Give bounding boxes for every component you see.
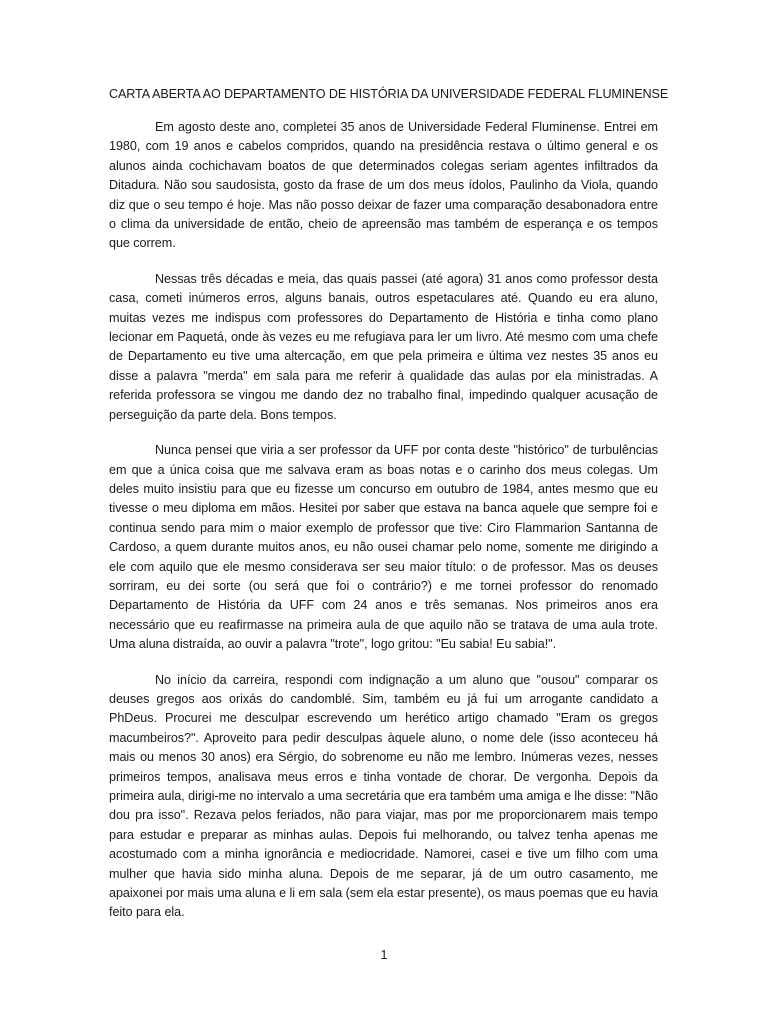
document-page xyxy=(109,84,669,939)
paragraph-2: Nessas três décadas e meia, das quais passei (até agora) 31 anos como professor desta casa, cometi inúmeros erros, alguns banais, outros espetaculares até. Quando eu era aluno, muitas vezes me indispus com professores do Departamento de História e tinha como plano lecionar em Paquetá, onde às vezes eu me refugiava para ler um livro. Até mesmo com uma chefe de Departamento eu tive uma altercação, em que pela primeira e última vez nestes 35 anos eu disse a palavra "merda" em sala para me referir à qualidade das aulas por ela ministradas. A referida professora se vingou me dando dez no trabalho final, impedindo qualquer acusação de perseguição da parte dela. Bons tempos. xyxy=(109,271,658,422)
paragraph-1: Em agosto deste ano, completei 35 anos de Universidade Federal Fluminense. Entrei em 1980, com 19 anos e cabelos compridos, quando na presidência restava o último general e os alunos ainda cochichavam boatos de que determinados colegas seriam agentes infiltrados da Ditadura. Não sou saudosista, gosto da frase de um dos meus ídolos, Paulinho da Viola, quando diz que o seu tempo é hoje. Mas não posso deixar de fazer uma comparação desabonadora entre o clima da universidade de então, cheio de apreensão mas também de esperança e os tempos que correm. xyxy=(109,120,658,251)
page-number: 1 xyxy=(380,948,388,962)
paragraph-4: No início da carreira, respondi com indignação a um aluno que "ousou" comparar os deuses gregos aos orixás do candomblé. Sim, também eu já fui um arrogante candidato a PhDeus. Procurei me desculpar escrevendo um herético artigo chamado "Eram os gregos macumbeiros?". Aproveito para pedir desculpas àquele aluno, o nome dele (isso aconteceu há mais ou menos 30 anos) era Sérgio, do sobrenome eu não me lembro. Inúmeras vezes, nesses primeiros tempos, analisava meus erros e tinha vontade de chorar. De vergonha. Depois da primeira aula, dirigi-me no intervalo a uma secretária que era também uma amiga e lhe disse: "Não dou pra isso". Rezava pelos feriados, não para viajar, mas por me proporcionarem mais tempo para estudar e preparar as minhas aulas. Depois fui melhorando, ou talvez tenha apenas me acostumado com a minha ignorância e mediocridade. Namorei, casei e tive um filho com uma mulher que havia sido minha aluna. Depois de me separar, já de um outro casamento, me apaixonei por mais uma aluna e li em sala (sem ela estar presente), os maus poemas que eu havia feito para ela. xyxy=(109,672,658,920)
paragraph-3: Nunca pensei que viria a ser professor da UFF por conta deste "histórico" de turbulências em que a única coisa que me salvava eram as boas notas e o carinho dos meus colegas. Um deles muito insistiu para que eu fizesse um concurso em outubro de 1984, antes mesmo que eu tivesse o meu diploma em mãos. Hesitei por saber que estava na banca aquele que sempre foi e continua sendo para mim o maior exemplo de professor que tive: Ciro Flammarion Santanna de Cardoso, a quem durante muitos anos, eu não ousei chamar pelo nome, somente me dirigindo a ele com aquilo que ele mesmo considerava ser seu maior título: o de professor. Mas os deuses sorriram, eu dei sorte (ou será que foi o contrário?) e me tornei professor do renomado Departamento de História da UFF com 24 anos e três semanas. Nos primeiros anos era necessário que eu reafirmasse na primeira aula de que aquilo não se tratava de uma aula trote. Uma aluna distraída, ao ouvir a palavra "trote", logo gritou: "Eu sabia! Eu sabia!". xyxy=(109,443,658,652)
document-title: CARTA ABERTA AO DEPARTAMENTO DE HISTÓRIA DA UNIVERSIDADE FEDERAL FLUMINENSE xyxy=(109,87,669,101)
